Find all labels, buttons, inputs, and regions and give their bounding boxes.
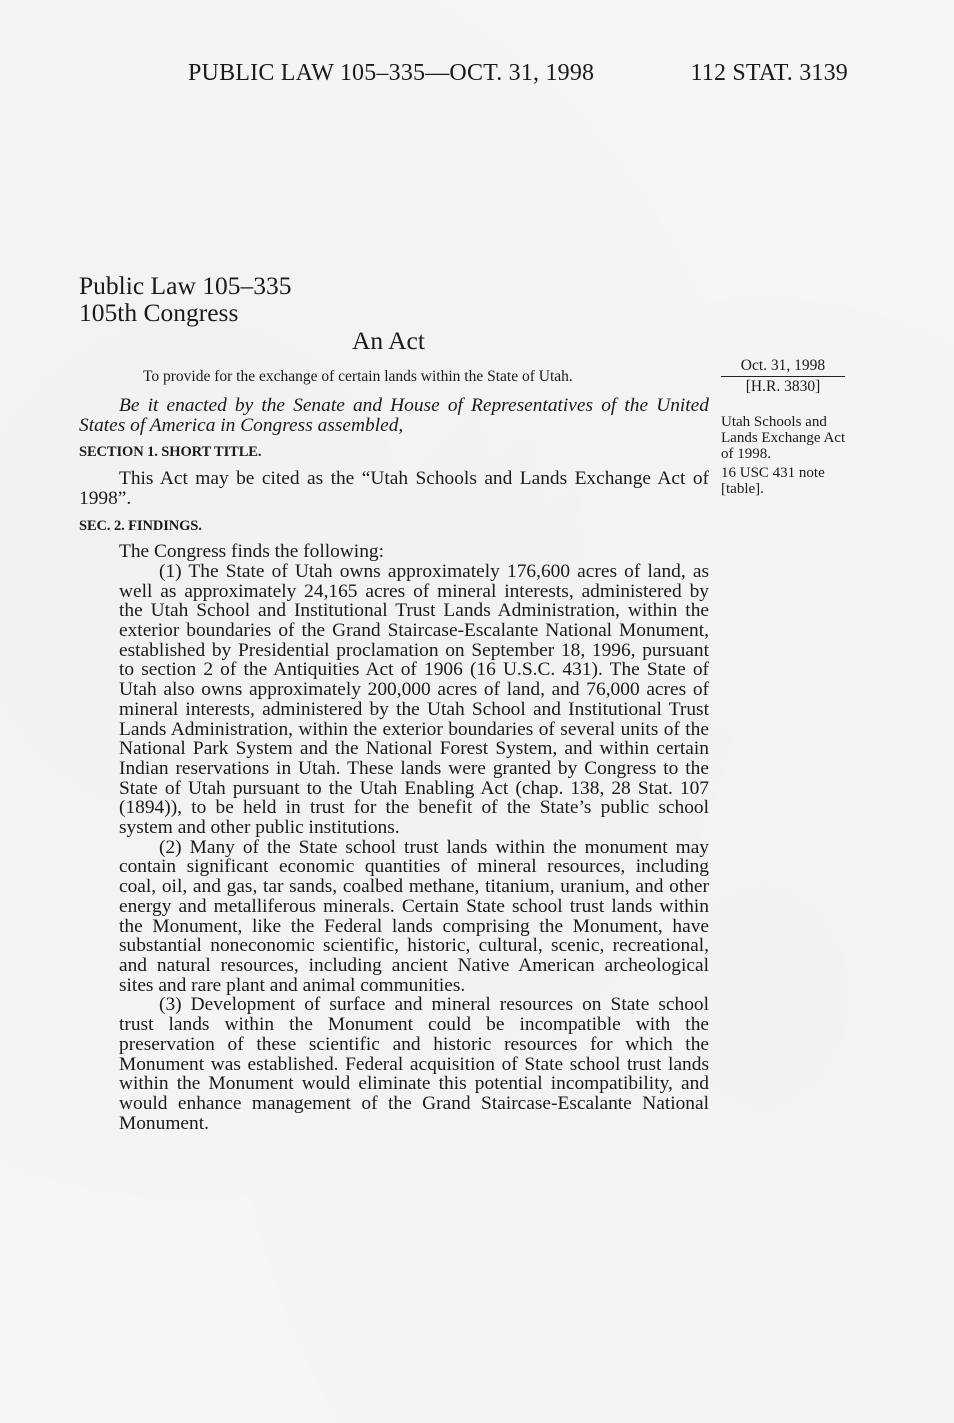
usc-margin-note: 16 USC 431 note [table]. <box>721 465 825 497</box>
law-title-block <box>79 272 291 326</box>
running-head-right: 112 STAT. 3139 <box>690 60 848 86</box>
congress-number: 105th Congress <box>79 298 239 327</box>
finding-1: (1) The State of Utah owns approximately 176,600 acres of land, as well as approximately 24,165 acres of mineral interests, administered by the Utah School and Institutional Trust Lands Administration, within the exterior boundaries of the Grand Staircase-Escalante National Monument, established by Presidential proclamation on September 18, 1996, pursuant to section 2 of the Antiquities Act of 1906 (16 U.S.C. 431). The State of Utah also owns approximately 200,000 acres of land, and 76,000 acres of mineral interests, administered by the Utah School and Institutional Trust Lands Administration, within the exterior boundaries of several units of the National Park System and the National Forest System, and within certain Indian reservations in Utah. These lands were granted by Congress to the State of Utah pursuant to the Utah Enabling Act (chap. 138, 28 Stat. 107 (1894)), to be held in trust for the benefit of the State’s public school system and other public institutions. <box>119 560 709 839</box>
enactment-date-note: Oct. 31, 1998 <box>721 358 845 377</box>
bill-number-note: [H.R. 3830] <box>745 378 821 395</box>
enacting-clause: Be it enacted by the Senate and House of Representatives of the United States of America in Congress assembled, <box>79 395 709 436</box>
margin-notes <box>721 358 861 497</box>
law-body <box>79 396 709 1133</box>
act-heading: An Act <box>352 326 425 355</box>
short-title-margin-note: Utah Schools and Lands Exchange Act of 1998. <box>721 414 846 462</box>
finding-3: (3) Development of surface and mineral resources on State school trust lands within the Monument could be incompatible with the preservation of these scientific and historic resources for which the Monument was established. Federal acquisition of State school trust lands within the Monument would eliminate this potential incompatibility, and would enhance management of the Grand Staircase-Escalante National Monument. <box>119 994 709 1134</box>
running-head <box>188 60 848 87</box>
findings-intro: The Congress finds the following: <box>119 541 384 563</box>
act-purpose: To provide for the exchange of certain lands within the State of Utah. <box>143 368 573 385</box>
running-head-left: PUBLIC LAW 105–335—OCT. 31, 1998 <box>188 60 595 86</box>
section-1-text: This Act may be cited as the “Utah Schools and Lands Exchange Act of 1998”. <box>79 468 709 509</box>
public-law-number: Public Law 105–335 <box>79 271 292 300</box>
section-2-heading: SEC. 2. FINDINGS. <box>79 517 202 534</box>
section-1-heading: SECTION 1. SHORT TITLE. <box>79 444 262 461</box>
finding-2: (2) Many of the State school trust lands within the monument may contain significant economic quantities of mineral resources, including coal, oil, and gas, tar sands, coalbed methane, titanium, uranium, and other energy and metalliferous minerals. Certain State school trust lands within the Monument, like the Federal lands comprising the Monument, have substantial noneconomic scientific, historic, cultural, scenic, recreational, and natural resources, including ancient Native American archeological sites and rare plant and animal communities. <box>119 836 709 996</box>
